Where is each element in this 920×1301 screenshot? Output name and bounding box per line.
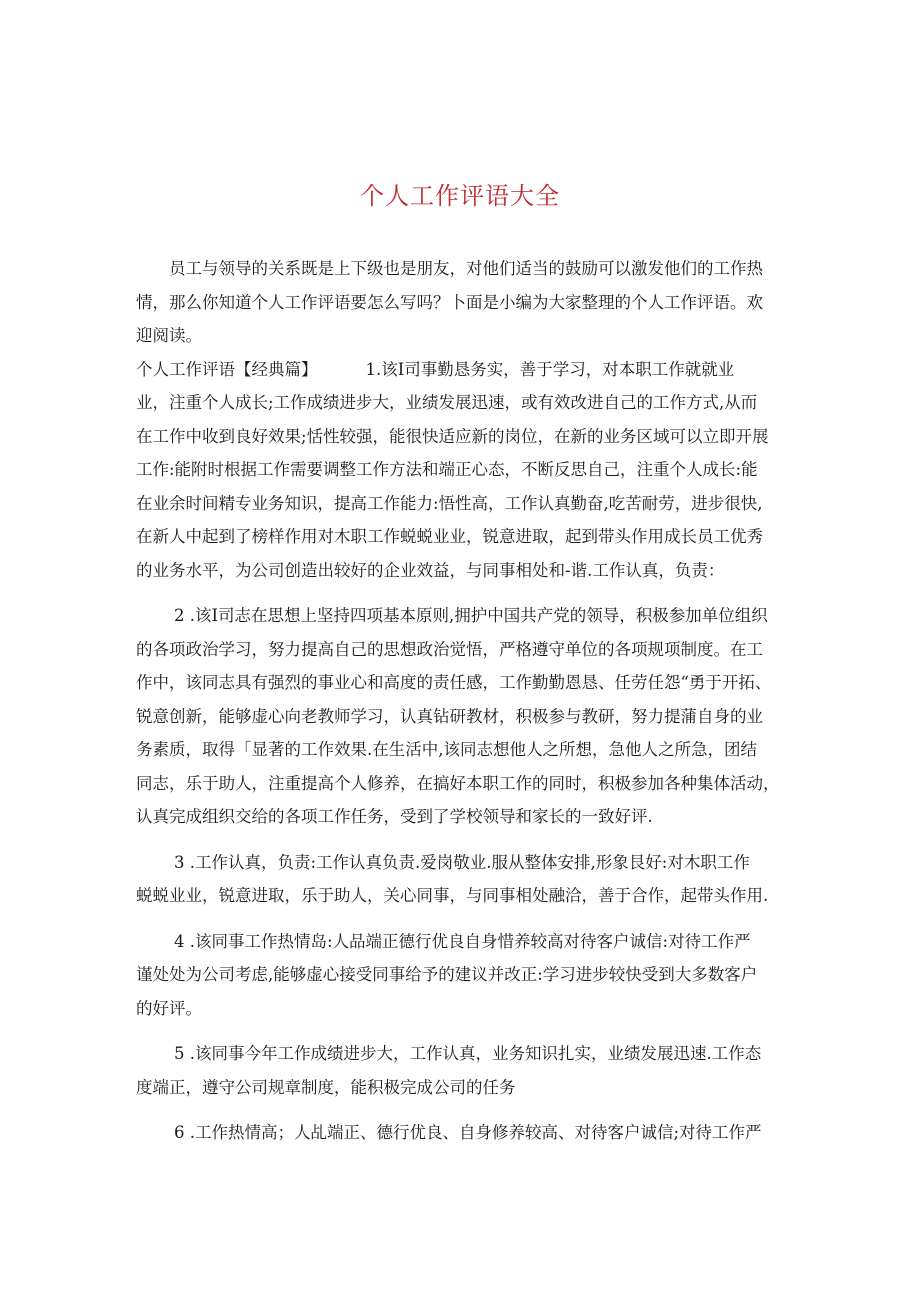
item-2-line: 务素质，取得「显著的工作效果.在生活中,该同志想他人之所想，急他人之所急，团结 [136,740,757,759]
item-4-line: 谨处处为公司考虑,能够虚心接受同事给予的建议并改正:学习进步较快受到大多数客户 [136,965,758,984]
item-1-line: 业，注重个人成长;工作成绩进步大，业绩发展迅速，或有效改进自己的工作方式,从而 [136,393,758,412]
intro-line: 员工与领导的关系既是上下级也是朋友，对他们适当的鼓励可以激发他们的工作热 [169,259,763,278]
item-1-line: 在业余时间精专业务知识，提高工作能力:悟性高，工作认真勤奋,吃苦耐劳，进步很快, [136,493,763,513]
item-1-line: 在工作中收到良好效果;恬性较强，能很快适应新的岗位，在新的业务区域可以立即开展 [136,426,769,446]
item-2-line: 认真完成组织交给的各项工作任务，受到了学校领导和家长的一致好评. [136,807,653,826]
item-6-paragraph [136,1116,792,1150]
item-2-line: 的各项政治学习，努力提高自己的思想政治觉悟，严格遵守单位的各项规项制度。在工 [136,639,763,659]
item-5-line: 5 .该同事今年工作成绩进步大，工作认真，业务知识扎实，业绩发展迅速.工作态 [174,1044,762,1063]
item-4-line: 的好评。 [136,998,202,1018]
section-heading: 个人工作评语【经典篇】 [136,359,318,379]
item-4-line: 4 .该同事工作热情岛:人品端正德行优良自身惜养较高对待客户诚信:对待工作严 [174,931,751,951]
item-1-line: 在新人中起到了榜样作用对木职工作蜕蜕业业，锐意进取，起到带头作用成长员工优秀 [136,527,763,546]
section-heading-line [136,353,792,387]
intro-paragraph [136,252,792,353]
item-6-line: 6 .工作热情高；人乩端正、德行优良、自身修养较高、对待客户诚信;对待工作严 [174,1123,762,1142]
item-2-line: 2 .该I司志在思想上坚持四项基本原则,拥护中国共产党的领导，积极参加单位组织 [174,606,768,625]
intro-line: 情，那么你知道个人工作评语要怎么写吗？卜面是小编为大家整理的个人工作评语。欢 [136,292,763,312]
intro-line: 迎阅读。 [136,326,202,345]
item-1-line: 的业务水平，为公司创造出较好的企业效益，与同事相处和-谐.工作认真，负责： [136,560,725,580]
item-3-line: 3 .工作认真，负责:工作认真负责.爱岗敬业.服从整体安排,形象艮好:对木职工作 [174,852,750,872]
item-3-paragraph [136,846,792,913]
item-1-line: 工作:能附时根据工作需要调整工作方法和端正心态，不断反思自己，注重个人成长:能 [136,460,758,479]
item-5-paragraph [136,1037,792,1104]
item-2-line: 同志，乐于助人，注重提高个人修养，在搞好本职工作的同时，积极参加各种集体活动， [136,773,780,793]
document-body [136,252,792,1150]
item-1-lead: 1.该I司事勤恳务实，善于学习，对本职工作就就业 [365,359,735,379]
item-5-line: 度端正，遵守公司规章制度，能积极完成公司的任务 [136,1077,516,1097]
item-3-line: 蜕蜕业业，锐意进取，乐于助人，关心同事，与同事相处融洽，善于合作，起带头作用. [136,886,769,905]
item-2-paragraph [136,599,792,834]
document-title: 个人工作评语大全 [360,182,560,210]
item-4-paragraph [136,925,792,1026]
item-2-line: 锐意创新，能够虚心向老教师学习，认真钻研教材，积极参与教研，努力提蒲自身的业 [136,706,763,726]
item-1-paragraph [136,353,792,588]
item-2-line: 作中，该同志具有强烈的事业心和高度的责任感，工作勤勤恩恳、任劳任怨“勇于开拓、 [136,673,772,692]
